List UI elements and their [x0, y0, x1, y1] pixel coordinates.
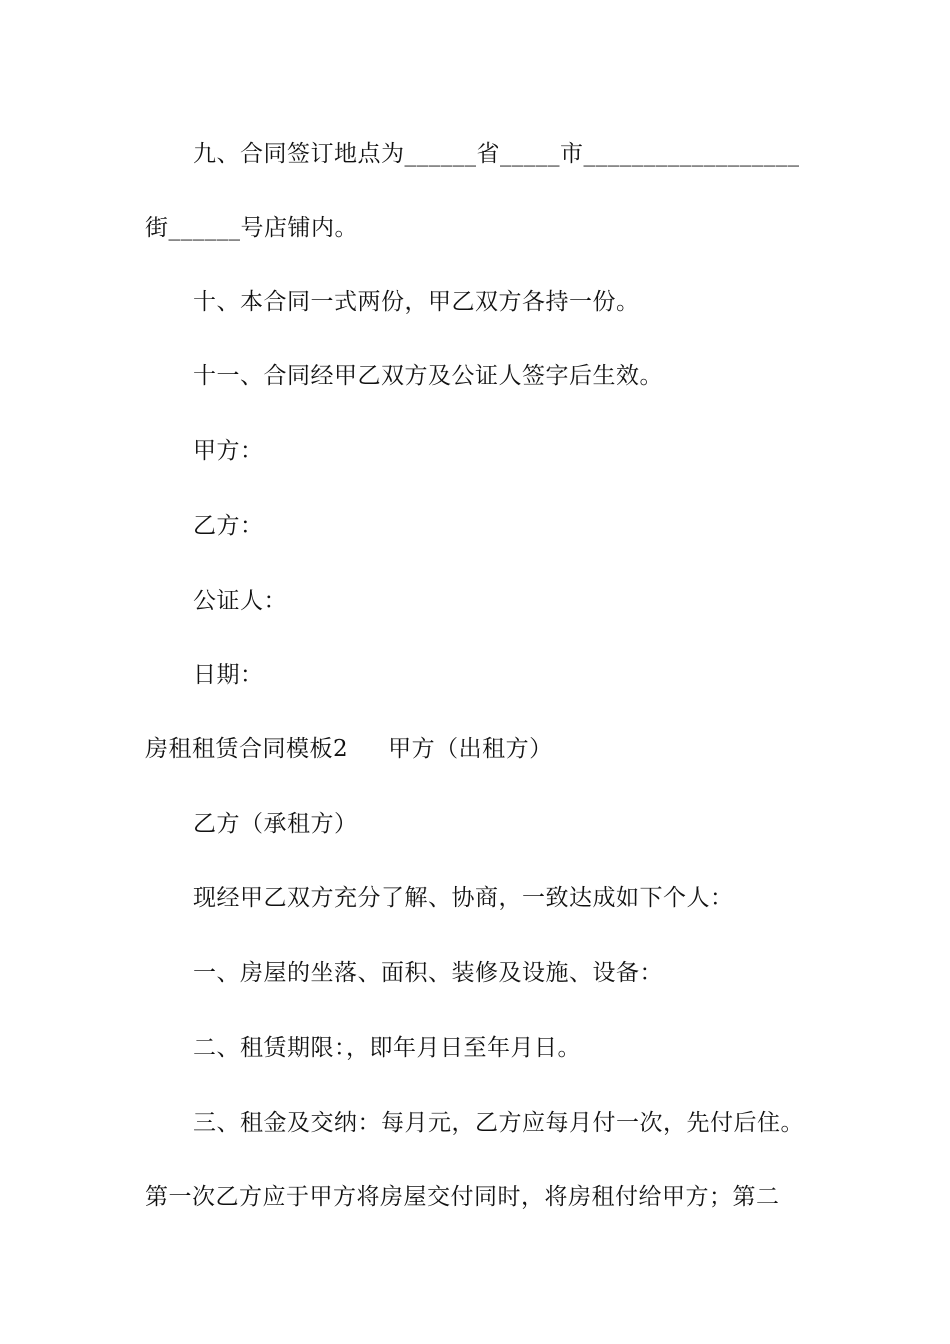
- agreement-intro: 现经甲乙双方充分了解、协商，一致达成如下个人：: [193, 885, 734, 911]
- party-b-heading: 乙方（承租方）: [193, 811, 358, 837]
- clause-11: 十一、合同经甲乙双方及公证人签字后生效。: [193, 363, 663, 389]
- article-1: 一、房屋的坐落、面积、装修及设施、设备：: [193, 960, 663, 986]
- article-3-line-1: 三、租金及交纳：每月元，乙方应每月付一次，先付后住。: [193, 1110, 804, 1136]
- clause-9-line-2: 街______号店铺内。: [145, 215, 358, 241]
- article-2: 二、租赁期限：，即年月日至年月日。: [193, 1035, 581, 1061]
- party-a-heading: 甲方（出租方）: [388, 736, 553, 762]
- signature-date: 日期：: [193, 662, 264, 688]
- section-title: 房租租赁合同模板2: [145, 736, 349, 762]
- clause-9-line-1: 九、合同签订地点为______省_____市__________________: [193, 141, 800, 167]
- signature-party-b: 乙方：: [193, 513, 264, 539]
- article-3-line-2: 第一次乙方应于甲方将房屋交付同时，将房租付给甲方；第二: [145, 1184, 780, 1210]
- section-heading-line: [145, 734, 825, 764]
- clause-10: 十、本合同一式两份，甲乙双方各持一份。: [193, 289, 640, 315]
- signature-notary: 公证人：: [193, 588, 287, 614]
- signature-party-a: 甲方：: [193, 438, 264, 464]
